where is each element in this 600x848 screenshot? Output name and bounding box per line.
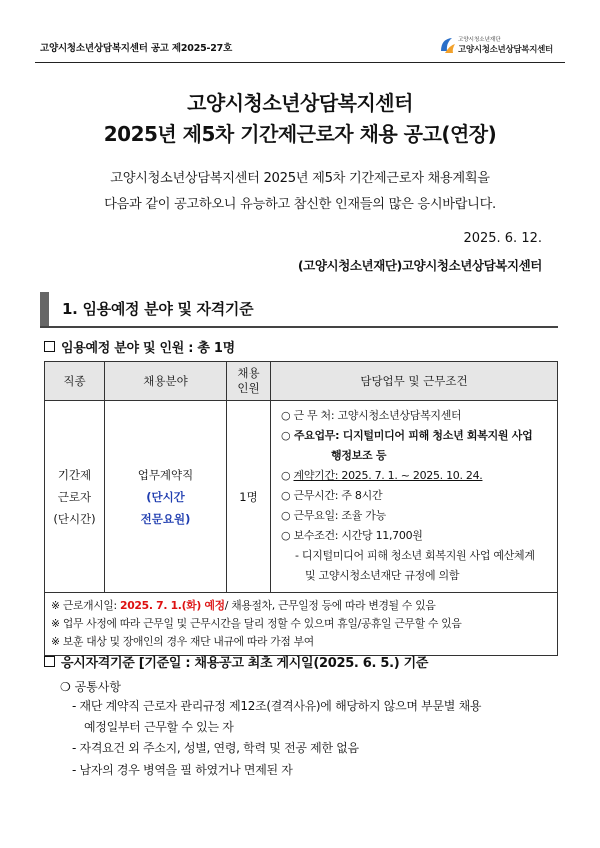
table-header-row xyxy=(45,362,558,401)
subheading-positions-text: 임용예정 분야 및 인원 : 총 1명 xyxy=(61,341,235,356)
cell-duty xyxy=(271,401,558,593)
common-heading: ❍ 공통사항 xyxy=(60,680,121,694)
logo-icon xyxy=(438,35,456,55)
field-line1: 업무계약직 xyxy=(137,467,194,482)
col-header-duty: 담당업무 및 근무조건 xyxy=(271,362,558,401)
col-header-type: 직종 xyxy=(45,362,105,401)
subheading-qualifications-text: 응시자격기준 [기준일 : 채용공고 최초 게시일(2025. 6. 5.) 기준 xyxy=(61,656,429,671)
col-header-field: 채용분야 xyxy=(105,362,227,401)
positions-table xyxy=(44,361,558,656)
field-line3: 전문요원) xyxy=(140,511,191,526)
header-divider xyxy=(35,62,565,63)
note-bonus: ※ 보훈 대상 및 장애인의 경우 재단 내규에 따라 가점 부여 xyxy=(51,635,314,648)
page-title-line1: 고양시청소년상담복지센터 xyxy=(187,91,413,115)
duty-contract-period xyxy=(281,466,551,486)
duty-contract-text: 계약기간: 2025. 7. 1. ~ 2025. 10. 24. xyxy=(293,469,483,482)
common-item-1 xyxy=(72,696,572,738)
table-notes xyxy=(45,593,558,656)
common-item-3: - 남자의 경우 병역을 필 하였거나 면제된 자 xyxy=(72,763,293,777)
cell-field xyxy=(105,401,227,593)
duty-location: ○ 근 무 처: 고양시청소년상담복지센터 xyxy=(281,409,462,422)
section-accent xyxy=(40,292,49,326)
note1-highlight: 2025. 7. 1.(화) 예정 xyxy=(120,599,225,612)
intro-text xyxy=(40,166,560,218)
intro-line2: 다음과 같이 공고하오니 유능하고 참신한 인재들의 많은 응시바랍니다. xyxy=(104,197,496,212)
checkbox-icon xyxy=(44,341,55,352)
organization: (고양시청소년재단)고양시청소년상담복지센터 xyxy=(297,258,542,273)
duty-pay-note-cont: 및 고양시청소년재단 규정에 의함 xyxy=(305,569,460,582)
duty-pay: ○ 보수조건: 시간당 11,700원 xyxy=(281,529,423,542)
common-item-1-line1: - 재단 계약직 근로자 관리규정 제12조(결격사유)에 해당하지 않으며 부문별 채용 xyxy=(72,699,482,713)
duty-contract-bullet: ○ xyxy=(281,469,294,482)
duty-days: ○ 근무요일: 조율 가능 xyxy=(281,509,386,522)
col-header-count-l1: 채용 xyxy=(237,366,260,380)
note-start-date xyxy=(51,597,551,615)
note-schedule: ※ 업무 사정에 따라 근무일 및 근무시간을 달리 정할 수 있으며 휴일/공휴일 근무할 수 있음 xyxy=(51,617,462,630)
page-title-line2: 2025년 제5차 기간제근로자 채용 공고(연장) xyxy=(103,122,497,146)
note1-prefix: ※ 근로개시일: xyxy=(51,599,120,612)
common-item-1-line2: 예정일부터 근무할 수 있는 자 xyxy=(84,720,234,734)
duty-hours: ○ 근무시간: 주 8시간 xyxy=(281,489,383,502)
notice-id: 고양시청소년상담복지센터 공고 제2025-27호 xyxy=(40,43,233,54)
notice-date: 2025. 6. 12. xyxy=(463,231,542,246)
table-notes-row xyxy=(45,593,558,656)
logo xyxy=(438,33,563,57)
intro-line1: 고양시청소년상담복지센터 2025년 제5차 기간제근로자 채용계획을 xyxy=(110,171,490,186)
duty-pay-note: - 디지털미디어 피해 청소년 회복지원 사업 예산체계 xyxy=(295,549,535,562)
logo-subtitle: 고양시청소년재단 xyxy=(458,37,501,43)
field-line2: (단시간 xyxy=(146,489,185,504)
table-row xyxy=(45,401,558,593)
section-title: 1. 임용예정 분야 및 자격기준 xyxy=(62,300,254,318)
cell-count: 1명 xyxy=(227,401,271,593)
type-line1: 기간제 xyxy=(57,467,92,482)
common-item-2: - 자격요건 외 주소지, 성별, 연령, 학력 및 전공 제한 없음 xyxy=(72,741,359,755)
duty-main-task: ○ 주요업무: 디지털미디어 피해 청소년 회복지원 사업 xyxy=(281,429,533,442)
cell-type xyxy=(45,401,105,593)
note1-suffix: / 채용절차, 근무일정 등에 따라 변경될 수 있음 xyxy=(224,599,436,612)
col-header-count xyxy=(227,362,271,401)
logo-title: 고양시청소년상담복지센터 xyxy=(458,45,553,55)
duty-main-task-cont: 행정보조 등 xyxy=(331,449,387,462)
checkbox-icon xyxy=(44,656,55,667)
type-line3: (단시간) xyxy=(53,511,96,526)
col-header-count-l2: 인원 xyxy=(237,381,260,395)
subheading-qualifications xyxy=(44,652,428,671)
subheading-positions xyxy=(44,337,235,356)
type-line2: 근로자 xyxy=(57,489,92,504)
section-heading xyxy=(40,292,558,328)
